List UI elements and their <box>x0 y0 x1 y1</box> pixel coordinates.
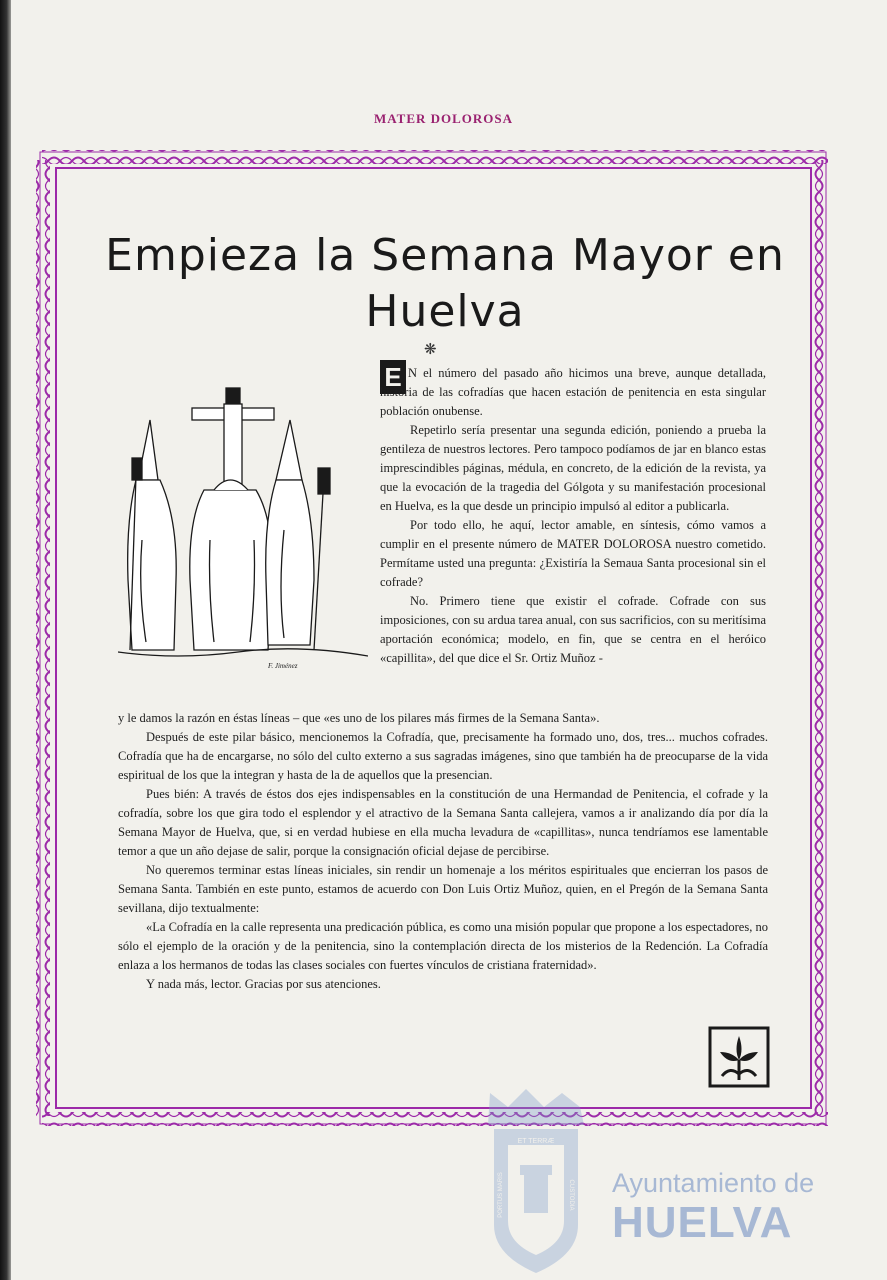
paragraph-repetirlo: Repetirlo sería presentar una segunda edición, poniendo a prueba la gentileza de nuestros lectores. Pero tampoco podíamos de jar en blanco estas imprescindibles páginas, médula, en concreto, de la edición de la revista, ya que la evocación de la tragedia del Gólgota y su manifestación procesional en Huelva, es la que desde un principio impulsó al editor a publicarla. <box>380 423 766 513</box>
lily-ornament-icon <box>708 1026 770 1088</box>
watermark-line-2: HUELVA <box>612 1198 793 1247</box>
shield-text-right: CUSTODIA <box>568 1179 574 1211</box>
penitents-illustration <box>118 380 368 670</box>
title-line-1: Empieza la Semana Mayor en <box>105 230 785 281</box>
paragraph-despues: Después de este pilar básico, mencionemos la Cofradía, que, precisamente ha formado uno, dos, tres... muchos cofrades. Cofradía que ha de encargarse, no sólo del culto externo a sus sagradas imágenes, sino que también ha de preocuparse de la vida espiritual de los que la integran y hasta de la de aquellos que la presencian. <box>118 730 768 782</box>
paragraph-por-todo: Por todo ello, he aquí, lector amable, en síntesis, cómo vamos a cumplir en el presente número de MATER DOLOROSA nuestro cometido. Permítame usted una pregunta: ¿Existiría la Semaua Santa procesional sin el cofrade? <box>380 518 766 589</box>
paragraph-intro: N el número del pasado año hicimos una breve, aunque detallada, historia de las cofradías que hacen estación de penitencia en esta singular población onubense. <box>380 366 766 418</box>
drop-cap: E <box>380 360 406 394</box>
star-ornament-icon: ❋ <box>424 342 437 358</box>
full-width-text <box>118 709 768 994</box>
paragraph-closing: Y nada más, lector. Gracias por sus atenciones. <box>146 977 381 991</box>
paragraph-pues-bien: Pues bién: A través de éstos dos ejes indispensables en la constitución de una Hermandad de Penitencia, el cofrade y la cofradía, sobre los que gira todo el esplendor y el atractivo de la Semana Santa callejera, vamos a ir analizando día por día la Semana Mayor de Huelva, que, si en verdad hubiese en ella mucha levadura de «capillitas», nunca tendríamos ese lamentable temor a que un año dejase de salir, porque la consignación oficial dejase de percibirse. <box>118 787 768 858</box>
paragraph-no-primero: No. Primero tiene que existir el cofrade. Cofrade con sus imposiciones, con su ardua tarea anual, con sus sacrificios, con su meritísima aportación económica; modelo, en fin, que se centra en el heróico «capillita», del que dice el Sr. Ortiz Muñoz - <box>380 594 767 665</box>
article-title <box>80 228 810 340</box>
paragraph-quote: «La Cofradía en la calle representa una predicación pública, es como una misión popular que propone a los espectadores, no sólo el ejemplo de la oración y de la penitencia, sino la contemplación directa de los misterios de la Redención. La Cofradía enlaza a los hermanos de todas las clases sociales con fuertes vínculos de cristiana fraternidad». <box>118 920 768 972</box>
shield-text-left: PORTUS MARIS <box>498 1172 504 1218</box>
watermark-line-1: Ayuntamiento de <box>612 1168 815 1198</box>
right-column-text <box>380 364 766 668</box>
illustration-signature: F. Jiménez <box>268 662 298 670</box>
paragraph-continuation: y le damos la razón en éstas líneas – que «es uno de los pilares más firmes de la Semana Santa». <box>118 711 600 725</box>
title-line-2: Huelva <box>365 286 525 337</box>
shield-text-top: ET TERRÆ <box>517 1138 555 1145</box>
paragraph-no-queremos: No queremos terminar estas líneas iniciales, sin rendir un homenaje a los méritos espirituales que encierran los pasos de Semana Santa. También en este punto, estamos de acuerdo con Don Luis Ortiz Muñoz, quien, en el Pregón de la Semana Santa sevillana, dijo textualmente: <box>118 863 768 915</box>
running-title: MATER DOLOROSA <box>373 111 514 126</box>
